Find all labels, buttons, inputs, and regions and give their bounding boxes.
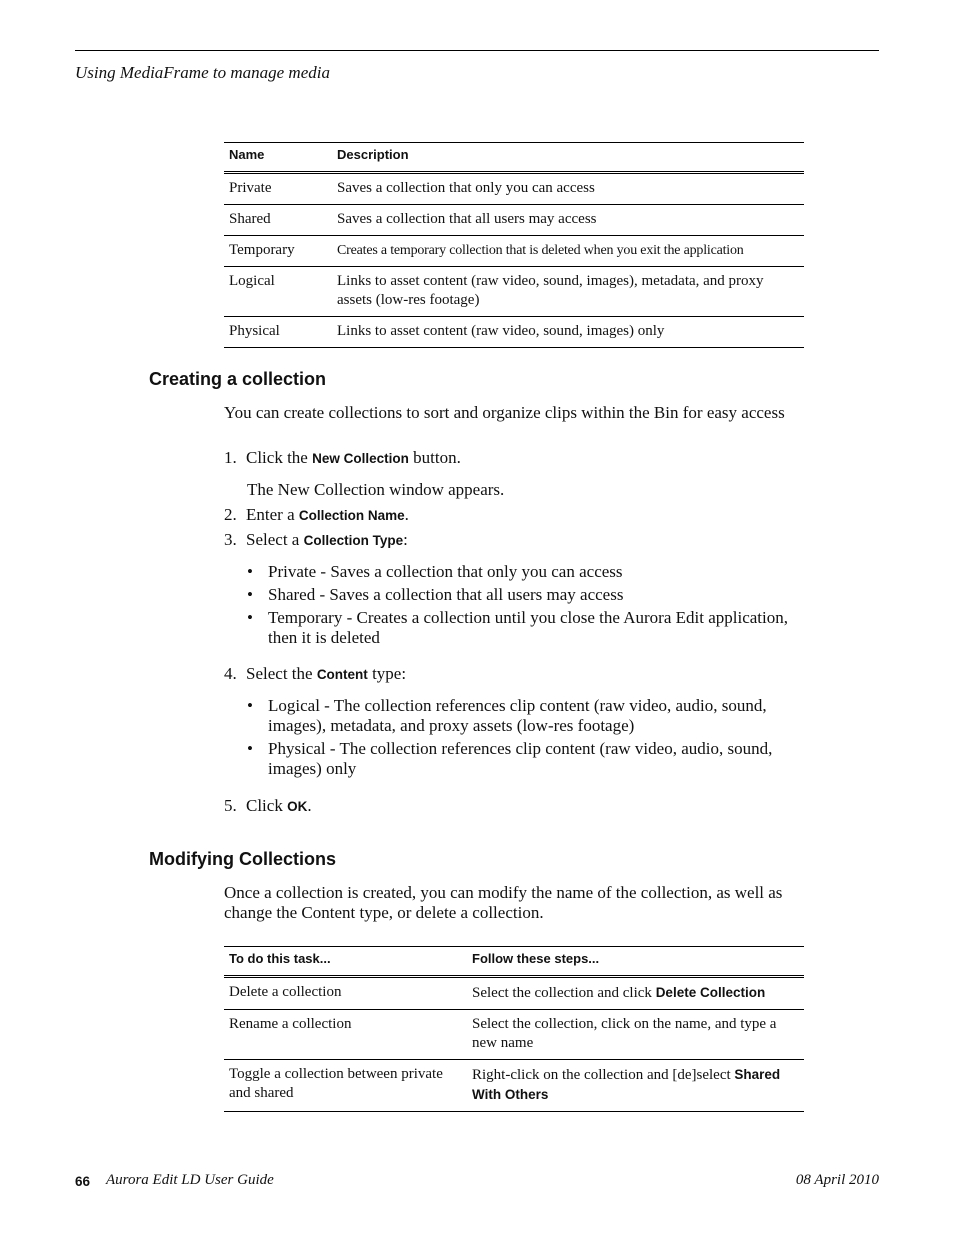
- creating-intro: You can create collections to sort and organize clips within the Bin for easy access: [224, 403, 785, 422]
- ui-label-new-collection: New Collection: [312, 451, 409, 466]
- table-row: [224, 267, 804, 317]
- step-5: 5. Click OK.: [224, 796, 312, 815]
- page-number: 66: [75, 1174, 91, 1189]
- table-row: [224, 205, 804, 236]
- ui-label-delete-collection: Delete Collection: [655, 985, 766, 1000]
- modifying-intro: Once a collection is created, you can modify the name of the collection, as well as change the Content type, or delete a collection.: [224, 883, 783, 922]
- footer-doc-title: Aurora Edit LD User Guide: [106, 1172, 274, 1188]
- list-item: • Private - Saves a collection that only you can access: [247, 562, 623, 581]
- cell-description: Links to asset content (raw video, sound, images), metadata, and proxy assets (low-res footage): [337, 273, 764, 308]
- ui-label-content: Content: [316, 667, 368, 682]
- collection-types-table: [224, 142, 804, 348]
- cell-name: Logical: [229, 273, 275, 289]
- cell-name: Temporary: [229, 242, 295, 258]
- table-row: [224, 1010, 804, 1060]
- step-1: 1. Click the New Collection button.: [224, 448, 461, 467]
- cell-task: Toggle a collection between private and shared: [229, 1066, 443, 1101]
- table-header-row: [224, 947, 804, 977]
- table-row: [224, 236, 804, 267]
- ui-label-collection-name: Collection Name: [298, 508, 405, 523]
- cell-steps: Select the collection and click Delete Collection: [472, 985, 766, 1001]
- cell-description: Saves a collection that only you can access: [337, 180, 595, 196]
- column-header-task: To do this task...: [229, 951, 331, 966]
- ui-label-ok: OK: [287, 799, 308, 814]
- ui-label-shared-with-others: Shared With Others: [472, 1067, 781, 1102]
- column-header-steps: Follow these steps...: [472, 951, 600, 966]
- list-item: • Logical - The collection references clip content (raw video, audio, sound, images), metadata, and proxy assets (low-res footage): [247, 696, 767, 735]
- header-rule: [75, 50, 879, 51]
- column-header-description: Description: [337, 147, 409, 162]
- cell-name: Physical: [229, 323, 280, 339]
- cell-steps: Right-click on the collection and [de]select Shared With Others: [472, 1067, 781, 1102]
- step-2: 2. Enter a Collection Name.: [224, 505, 409, 524]
- section-heading-creating: Creating a collection: [149, 369, 327, 389]
- table-row: [224, 977, 804, 1010]
- cell-task: Delete a collection: [229, 984, 342, 1000]
- section-heading-modifying: Modifying Collections: [149, 849, 336, 869]
- cell-name: Shared: [229, 211, 271, 227]
- step-1-note: The New Collection window appears.: [247, 480, 505, 499]
- table-row: [224, 317, 804, 348]
- cell-description: Saves a collection that all users may access: [337, 211, 597, 227]
- running-header: Using MediaFrame to manage media: [75, 63, 330, 82]
- cell-description: Creates a temporary collection that is deleted when you exit the application: [337, 243, 744, 258]
- cell-steps: Select the collection, click on the name, and type a new name: [472, 1016, 777, 1051]
- footer-date: 08 April 2010: [795, 1172, 879, 1188]
- cell-task: Rename a collection: [229, 1016, 352, 1032]
- table-header-row: [224, 143, 804, 173]
- step-3: 3. Select a Collection Type:: [224, 530, 408, 549]
- modify-tasks-table: [224, 946, 804, 1112]
- column-header-name: Name: [229, 147, 265, 162]
- list-item: • Physical - The collection references clip content (raw video, audio, sound, images) only: [247, 739, 773, 778]
- ui-label-collection-type: Collection Type: [303, 533, 404, 548]
- table-row: [224, 1060, 804, 1112]
- list-item: • Temporary - Creates a collection until you close the Aurora Edit application, then it is deleted: [247, 608, 788, 647]
- list-item: • Shared - Saves a collection that all users may access: [247, 585, 624, 604]
- cell-name: Private: [229, 180, 272, 196]
- table-row: [224, 173, 804, 205]
- cell-description: Links to asset content (raw video, sound, images) only: [337, 323, 665, 339]
- step-4: 4. Select the Content type:: [224, 664, 407, 683]
